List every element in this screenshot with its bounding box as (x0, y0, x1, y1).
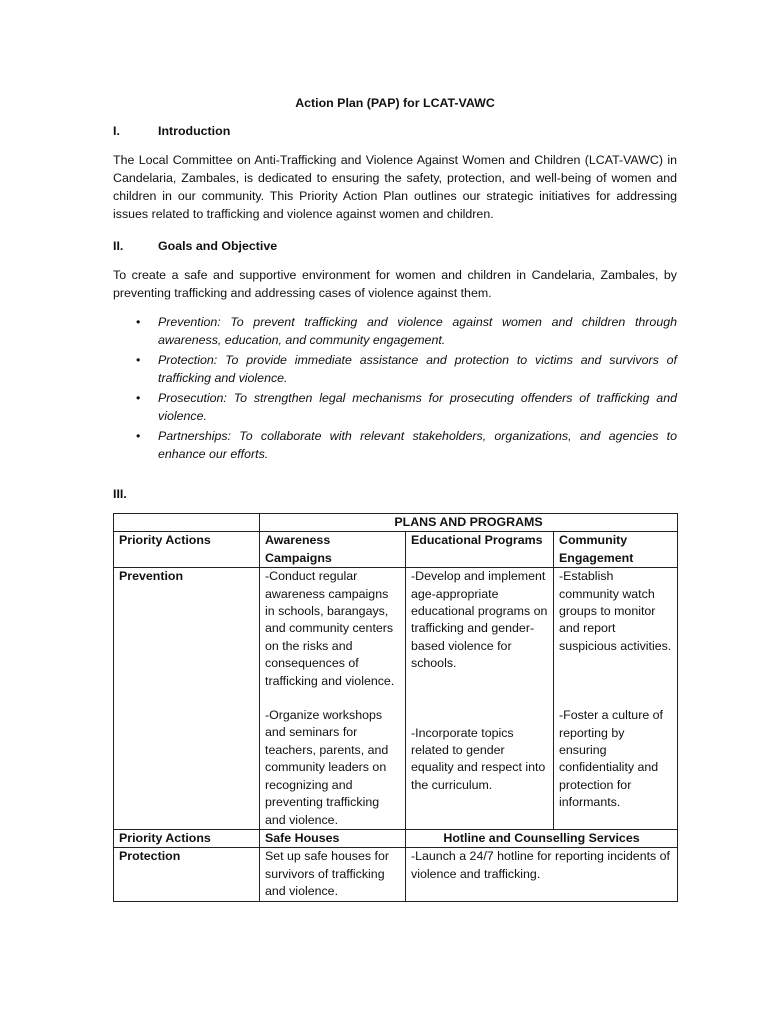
table-cell (260, 568, 406, 830)
plans-programs-header: PLANS AND PROGRAMS (260, 514, 678, 532)
table-cell-empty (114, 514, 260, 532)
table-cell (554, 568, 678, 830)
table-cell: -Launch a 24/7 hotline for reporting incidents of violence and trafficking. (406, 848, 678, 901)
bullet-icon: • (136, 315, 141, 329)
priority-actions-header: Priority Actions (114, 829, 260, 847)
list-item (113, 389, 677, 425)
table-cell (406, 568, 554, 830)
table-cell: Set up safe houses for survivors of trafficking and violence. (260, 848, 406, 901)
table-row (114, 848, 678, 901)
objective-text: Protection: To provide immediate assistance and protection to victims and survivors of trafficking and violence. (158, 353, 677, 385)
section-number: II. (113, 239, 124, 253)
list-item (113, 351, 677, 387)
cell-text: -Develop and implement age-appropriate educational programs on trafficking and gender-based violence for schools. (411, 569, 548, 671)
section-number: III. (113, 487, 127, 501)
list-item (113, 427, 677, 463)
plans-table (113, 513, 678, 902)
section-title: Goals and Objective (158, 239, 278, 253)
table-row (114, 568, 678, 830)
bullet-icon: • (136, 391, 141, 405)
cell-text: -Conduct regular awareness campaigns in schools, barangays, and community centers on the risks and consequences of trafficking and violence. (265, 569, 395, 688)
cell-text: -Establish community watch groups to monitor and report suspicious activities. (559, 569, 672, 653)
community-engagement-header: Community Engagement (554, 532, 678, 568)
cell-text: -Incorporate topics related to gender equality and respect into the curriculum. (411, 725, 546, 792)
objective-text: Partnerships: To collaborate with relevant stakeholders, organizations, and agencies to enhance our efforts. (158, 429, 677, 461)
table-row (114, 532, 678, 568)
goals-paragraph: To create a safe and supportive environment for women and children in Candelaria, Zambales, by preventing trafficking and addressing cases of violence against them. (113, 268, 677, 300)
introduction-paragraph: The Local Committee on Anti-Trafficking and Violence Against Women and Children (LCAT-VAWC) in Candelaria, Zambales, is dedicated to ensuring the safety, protection, and well-being of women and children in our community. This Priority Action Plan outlines our strategic initiatives for addressing issues related to trafficking and violence against women and children. (113, 153, 677, 221)
protection-label: Protection (114, 848, 260, 901)
cell-text: -Organize workshops and seminars for teachers, parents, and community leaders on recognizing and preventing trafficking and violence. (265, 708, 389, 827)
hotline-header: Hotline and Counselling Services (406, 829, 678, 847)
list-item (113, 313, 677, 349)
table-row (114, 829, 678, 847)
educational-programs-header: Educational Programs (406, 532, 554, 568)
section-title: Introduction (158, 124, 231, 138)
bullet-icon: • (136, 429, 141, 443)
prevention-label: Prevention (114, 568, 260, 830)
document-title: Action Plan (PAP) for LCAT-VAWC (295, 96, 495, 110)
bullet-icon: • (136, 353, 141, 367)
safe-houses-header: Safe Houses (260, 829, 406, 847)
objective-text: Prevention: To prevent trafficking and violence against women and children through awareness, education, and community engagement. (158, 315, 677, 347)
objective-text: Prosecution: To strengthen legal mechanisms for prosecuting offenders of trafficking and violence. (158, 391, 677, 423)
awareness-campaigns-header: Awareness Campaigns (260, 532, 406, 568)
cell-text: -Foster a culture of reporting by ensuring confidentiality and protection for informants. (559, 708, 663, 810)
priority-actions-header: Priority Actions (114, 532, 260, 568)
objectives-list (113, 313, 677, 465)
table-row (114, 514, 678, 532)
section-number: I. (113, 124, 120, 138)
